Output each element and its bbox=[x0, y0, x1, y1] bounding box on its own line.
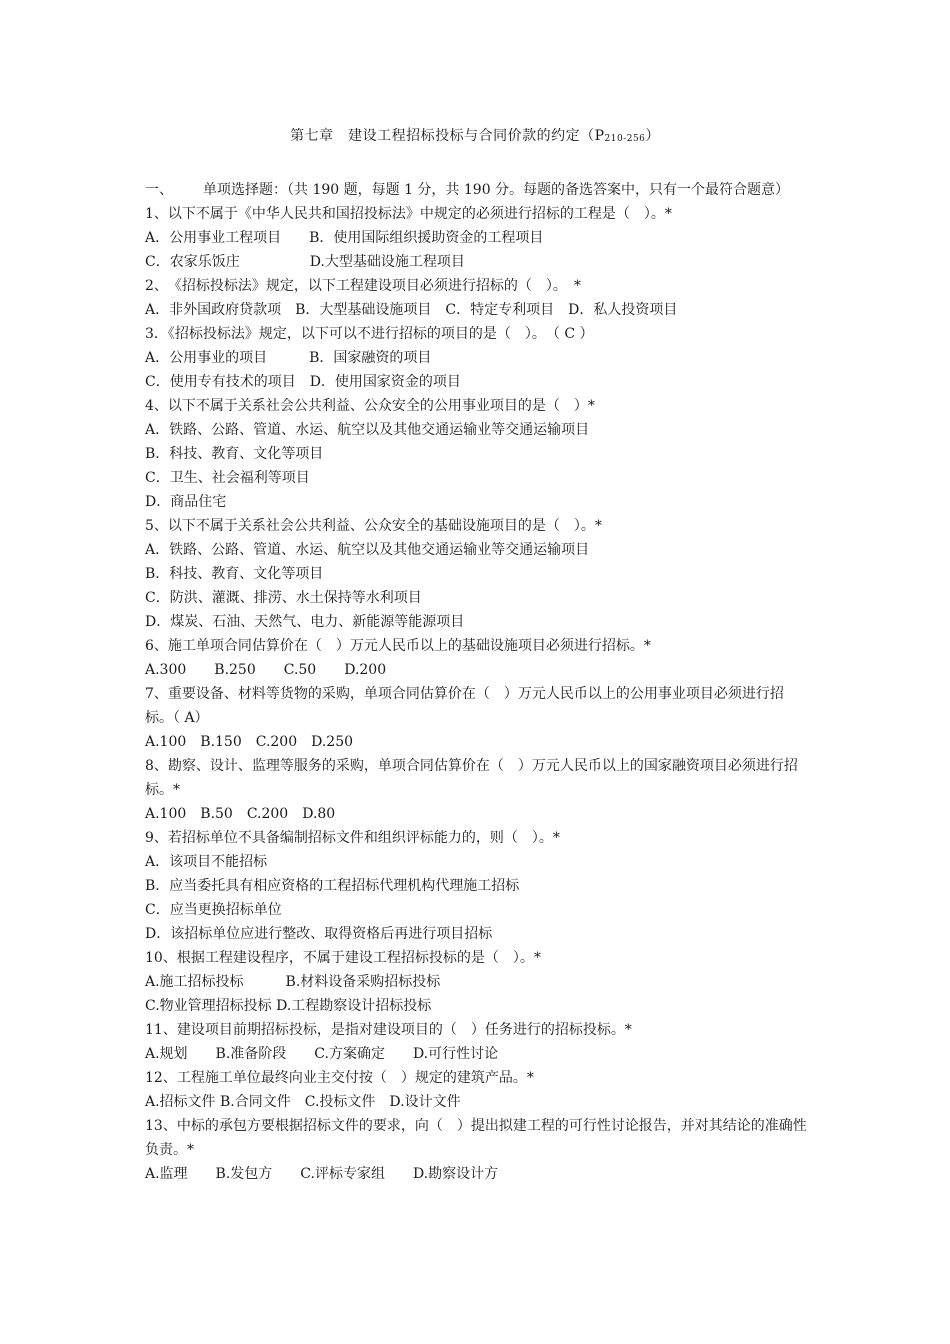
chapter-title-main: 第七章 建设工程招标投标与合同价款的约定（P bbox=[290, 128, 605, 144]
chapter-title-pages: 210-256 bbox=[604, 134, 646, 144]
text-line: A．公用事业工程项目 B．使用国际组织援助资金的工程项目 bbox=[145, 230, 544, 246]
text-line: B．科技、教育、文化等项目 bbox=[145, 446, 324, 462]
text-line: C．卫生、社会福利等项目 bbox=[145, 470, 310, 486]
text-line: A.100 B.50 C.200 D.80 bbox=[145, 806, 336, 822]
text-line: 13、中标的承包方要根据招标文件的要求，向（ ）提出拟建工程的可行性讨论报告，并对其结论的准确性负责。* bbox=[145, 1118, 807, 1158]
text-line: C．防洪、灌溉、排涝、水土保持等水利项目 bbox=[145, 590, 422, 606]
text-line: 10、根据工程建设程序，不属于建设工程招标投标的是（ ）。* bbox=[145, 950, 541, 966]
text-line: A.规划 B.准备阶段 C.方案确定 D.可行性讨论 bbox=[145, 1046, 499, 1062]
text-line: 1、以下不属于《中华人民共和国招投标法》中规定的必须进行招标的工程是（ ）。* bbox=[145, 206, 672, 222]
text-line: 4、以下不属于关系社会公共利益、公众安全的公用事业项目的是（ ）* bbox=[145, 398, 595, 414]
text-line: 6、施工单项合同估算价在（ ）万元人民币以上的基础设施项目必须进行招标。* bbox=[145, 638, 651, 654]
text-line: A.300 B.250 C.50 D.200 bbox=[145, 662, 387, 678]
chapter-title bbox=[0, 125, 950, 145]
text-line: A.施工招标投标 B.材料设备采购招标投标 bbox=[145, 974, 441, 990]
text-line: 7、重要设备、材料等货物的采购，单项合同估算价在（ ）万元人民币以上的公用事业项目必须进行招标。（ A） bbox=[145, 686, 784, 726]
section-number: 一、 bbox=[145, 182, 173, 198]
text-line: A．公用事业的项目 B．国家融资的项目 bbox=[145, 350, 432, 366]
text-line: C．使用专有技术的项目 D．使用国家资金的项目 bbox=[145, 374, 461, 390]
text-line: 5、以下不属于关系社会公共利益、公众安全的基础设施项目的是（ ）。* bbox=[145, 518, 602, 534]
question-lines bbox=[145, 202, 810, 1186]
text-line: 2、 《招标投标法》规定，以下工程建设项目必须进行招标的（ ）。 * bbox=[145, 278, 581, 294]
text-line: C．应当更换招标单位 bbox=[145, 902, 282, 918]
text-line: D．商品住宅 bbox=[145, 494, 227, 510]
text-line: D．煤炭、石油、天然气、电力、新能源等能源项目 bbox=[145, 614, 465, 630]
text-line: A.招标文件 B.合同文件 C.投标文件 D.设计文件 bbox=[145, 1094, 461, 1110]
text-line: 12、工程施工单位最终向业主交付按（ ）规定的建筑产品。* bbox=[145, 1070, 534, 1086]
question-list bbox=[145, 178, 810, 1186]
text-line: A．铁路、公路、管道、水运、航空以及其他交通运输业等交通运输项目 bbox=[145, 542, 590, 558]
text-line: 11、建设项目前期招标投标，是指对建设项目的（ ）任务进行的招标投标。* bbox=[145, 1022, 632, 1038]
text-line: A．铁路、公路、管道、水运、航空以及其他交通运输业等交通运输项目 bbox=[145, 422, 590, 438]
text-line: C．农家乐饭庄 D.大型基础设施工程项目 bbox=[145, 254, 465, 270]
text-line: B．应当委托具有相应资格的工程招标代理机构代理施工招标 bbox=[145, 878, 520, 894]
text-line: A.监理 B.发包方 C.评标专家组 D.勘察设计方 bbox=[145, 1166, 499, 1182]
text-line: 9、若招标单位不具备编制招标文件和组织评标能力的，则（ ）。* bbox=[145, 830, 560, 846]
text-line: A．该项目不能招标 bbox=[145, 854, 268, 870]
text-line: 3．《招标投标法》规定，以下可以不进行招标的项目的是（ ）。 （ C ） bbox=[145, 326, 594, 342]
text-line: B．科技、教育、文化等项目 bbox=[145, 566, 324, 582]
section-text: 单项选择题：（共 190 题，每题 1 分，共 190 分。每题的备选答案中，只有一个最符合题意） bbox=[203, 182, 790, 198]
text-line: C.物业管理招标投标 D.工程勘察设计招标投标 bbox=[145, 998, 432, 1014]
text-line: 8、勘察、设计、监理等服务的采购，单项合同估算价在（ ）万元人民币以上的国家融资项目必须进行招标。* bbox=[145, 758, 798, 798]
section-heading bbox=[145, 178, 810, 202]
text-line: A．非外国政府贷款项 B．大型基础设施项目 C．特定专利项目 D．私人投资项目 bbox=[145, 302, 678, 318]
text-line: D．该招标单位应进行整改、取得资格后再进行项目招标 bbox=[145, 926, 493, 942]
text-line: A.100 B.150 C.200 D.250 bbox=[145, 734, 354, 750]
chapter-title-close: ） bbox=[645, 128, 660, 144]
